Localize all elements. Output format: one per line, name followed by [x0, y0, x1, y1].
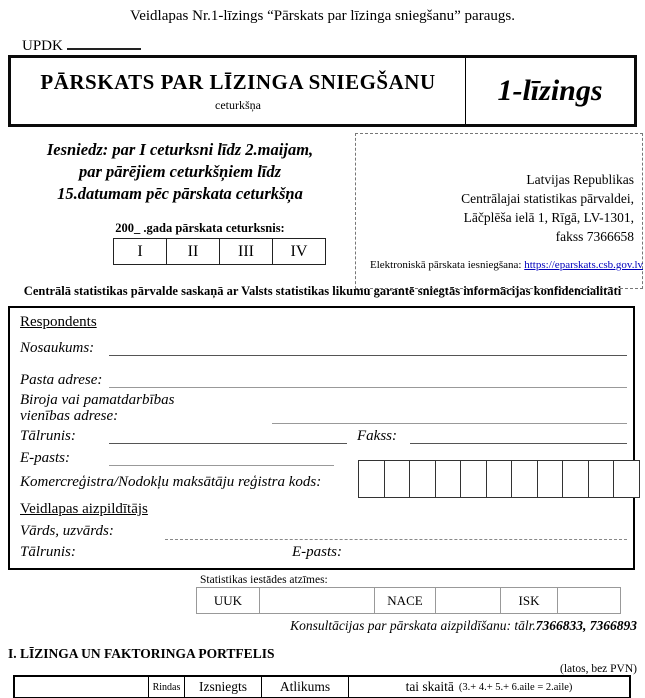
eparskats-link[interactable]: https://eparskats.csb.gov.lv	[524, 259, 643, 271]
form-sample-note: Veidlapas Nr.1-līzings “Pārskats par līzinga sniegšanu” paraugs.	[130, 8, 515, 24]
col-atlikums-header: Atlikums	[262, 677, 349, 698]
consultation-line	[200, 618, 637, 634]
fax-label: Fakss:	[357, 428, 397, 444]
filler-section-title: Veidlapas aizpildītājs	[20, 501, 148, 517]
name-label: Nosaukums:	[20, 340, 95, 356]
reg-code-cell[interactable]	[358, 460, 385, 498]
quarter-select-label: 200_ .gada pārskata ceturksnis:	[115, 221, 285, 235]
reg-code-cell[interactable]	[460, 460, 487, 498]
reg-code-cell[interactable]	[537, 460, 564, 498]
form-title-left	[11, 58, 466, 124]
reg-code-cell[interactable]	[486, 460, 513, 498]
quarter-checkbox-4[interactable]: IV	[272, 238, 326, 265]
isk-label-cell: ISK	[501, 588, 558, 613]
electronic-submission-line	[250, 259, 643, 271]
col-rindas-header: Rindas	[149, 677, 185, 698]
reg-code-cell[interactable]	[435, 460, 462, 498]
office-address-label-2: vienības adrese:	[20, 408, 119, 424]
consultation-phones: 7366833, 7366893	[535, 618, 637, 633]
nace-value-cell[interactable]	[436, 588, 501, 613]
form-title: PĀRSKATS PAR LĪZINGA SNIEGŠANU	[40, 69, 436, 94]
quarter-checkbox-3[interactable]: III	[219, 238, 273, 265]
uuk-value-cell[interactable]	[260, 588, 375, 613]
reg-code-cell[interactable]	[384, 460, 411, 498]
portfolio-table-header	[13, 675, 631, 698]
phone-fill-line[interactable]	[109, 443, 347, 444]
reg-code-cell[interactable]	[588, 460, 615, 498]
col-blank-header	[15, 677, 149, 698]
submission-line-3: 15.datumam pēc pārskata ceturkšņa	[57, 183, 303, 203]
reg-code-cell[interactable]	[562, 460, 589, 498]
reg-code-label: Komercreģistra/Nodokļu maksātāju reģistra kods:	[20, 474, 322, 490]
electronic-submission-label: Elektroniskā pārskata iesniegšana:	[369, 259, 522, 271]
form-title-box	[8, 55, 637, 127]
confidentiality-statement: Centrālā statistikas pārvalde saskaņā ar Valsts statistikas likumu garantē sniegtās informācijas konfidencialitāti	[23, 284, 622, 298]
quarter-checkbox-1[interactable]: I	[113, 238, 167, 265]
col-izsniegts-header: Izsniegts	[185, 677, 262, 698]
nace-label-cell: NACE	[375, 588, 436, 613]
recipient-line-1: Latvijas Republikas	[526, 172, 634, 187]
postal-address-fill-line[interactable]	[109, 387, 627, 388]
col-tai-skaita-header	[349, 677, 629, 698]
section1-title: I. LĪZINGA UN FAKTORINGA PORTFELIS	[8, 646, 275, 661]
filler-phone-label: Tālrunis:	[20, 544, 76, 560]
recipient-line-3: Lāčplēša ielā 1, Rīgā, LV-1301,	[463, 210, 634, 226]
updk-label: UPDK	[22, 38, 63, 54]
submission-line-2: par pārējiem ceturkšņiem līdz	[78, 161, 282, 181]
phone-label: Tālrunis:	[20, 428, 76, 444]
filler-email-label: E-pasts:	[292, 544, 342, 560]
uuk-label-cell: UUK	[197, 588, 260, 613]
office-address-fill-line[interactable]	[272, 423, 627, 424]
submission-line-1: Iesniedz: par I ceturksni līdz 2.maijam,	[46, 140, 314, 159]
tai-skaita-note: (3.+ 4.+ 5.+ 6.aile = 2.aile)	[458, 681, 573, 693]
filler-name-label: Vārds, uzvārds:	[20, 523, 114, 539]
submission-deadlines	[10, 139, 350, 204]
recipient-line-2: Centrālajai statistikas pārvaldei,	[461, 191, 634, 207]
email-label: E-pasts:	[20, 450, 70, 466]
quarter-checkbox-2[interactable]: II	[166, 238, 220, 265]
consultation-text: Konsultācijas par pārskata aizpildīšanu: tālr.	[290, 618, 536, 633]
reg-code-cell[interactable]	[511, 460, 538, 498]
filler-name-fill-line[interactable]	[165, 539, 627, 540]
reg-code-cell[interactable]	[613, 460, 640, 498]
recipient-line-4: fakss 7366658	[555, 229, 634, 245]
reg-code-boxes	[358, 460, 640, 498]
fax-fill-line[interactable]	[410, 443, 627, 444]
respondent-box	[8, 306, 635, 570]
isk-value-cell[interactable]	[558, 588, 620, 613]
unit-note: (latos, bez PVN)	[560, 663, 637, 675]
tai-skaita-text: tai skaitā	[405, 679, 454, 694]
respondent-section-title: Respondents	[20, 314, 97, 330]
form-subtitle: ceturkšņa	[215, 97, 261, 112]
name-fill-line[interactable]	[109, 355, 627, 356]
updk-field	[22, 36, 141, 55]
form-code: 1-līzings	[497, 74, 603, 107]
updk-fill-line[interactable]	[67, 36, 141, 50]
office-address-label-1: Biroja vai pamatdarbības	[20, 392, 175, 408]
office-marks-label: Statistikas iestādes atzīmes:	[200, 574, 328, 586]
postal-address-label: Pasta adrese:	[20, 372, 103, 388]
email-fill-line[interactable]	[109, 465, 334, 466]
reg-code-cell[interactable]	[409, 460, 436, 498]
office-marks-table	[196, 587, 621, 614]
